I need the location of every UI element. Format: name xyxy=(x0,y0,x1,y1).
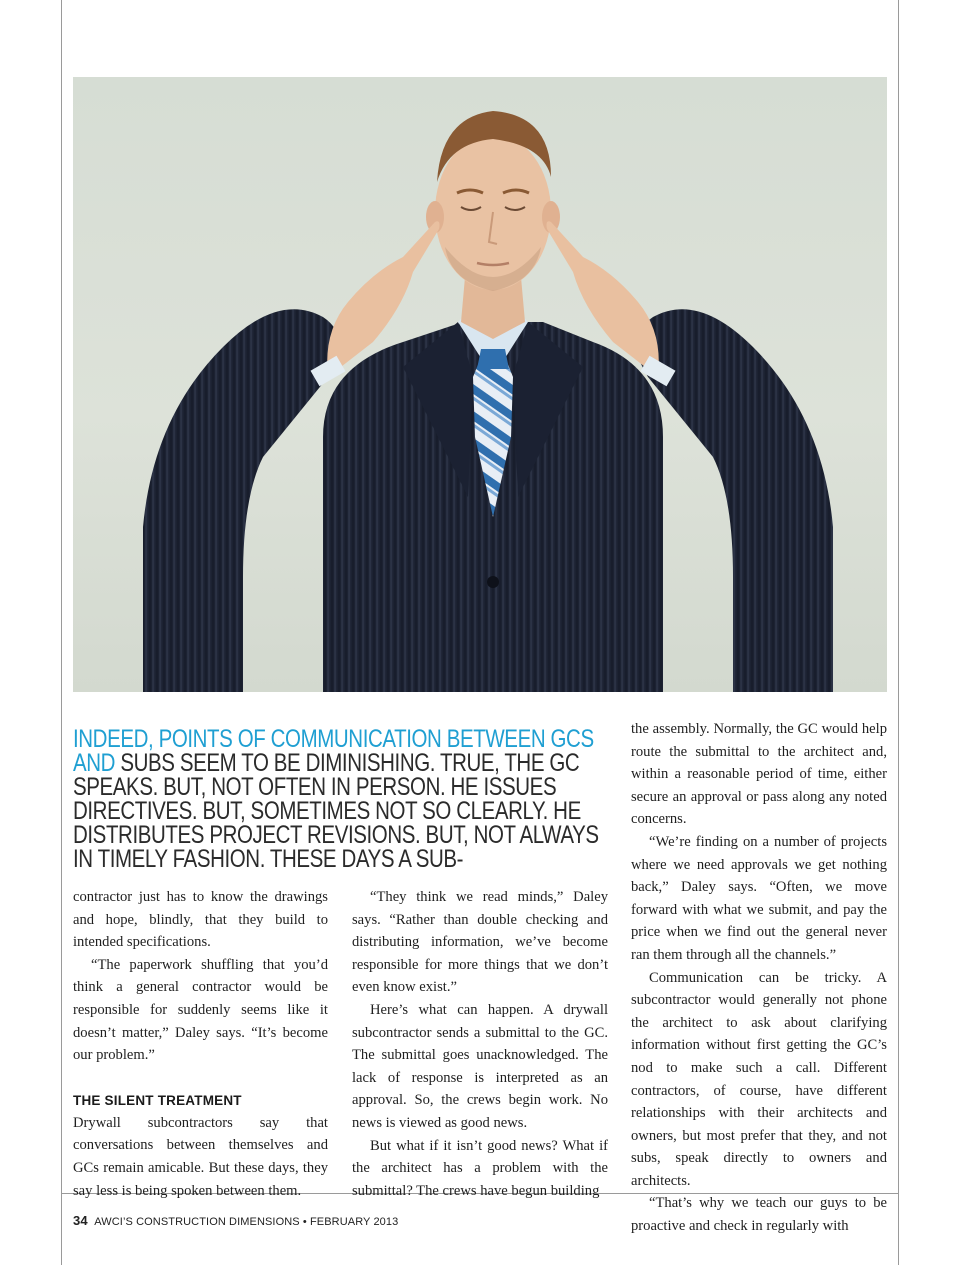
paragraph: “That’s why we teach our guys to be proactive and check in regularly with xyxy=(631,1195,887,1235)
feature-photo xyxy=(73,77,887,692)
paragraph: But what if it isn’t good news? What if the architect has a problem with the submittal? The crews have begun building xyxy=(352,1137,608,1199)
pull-quote xyxy=(73,727,614,871)
paragraph: “We’re finding on a number of projects where we need approvals we get nothing back,” Daley says. “Often, we move forward with what we submit, and pay the price when we find out the general never ran them through all the channels.” xyxy=(631,833,887,963)
section-subhead: THE SILENT TREATMENT xyxy=(73,1092,242,1108)
paragraph: “They think we read minds,” Daley says. “Rather than double checking and distributing information, we’ve become responsible for more things that we don’t even know exist.” xyxy=(352,889,608,996)
paragraph: Communication can be tricky. A subcontractor would generally not phone the architect to ask about clarifying information without first getting the GC’s nod to make such a call. Different contractors, of course, have different relationships with their architects and owners, but most prefer that they, and not subs, speak directly to owners and architects. xyxy=(631,969,887,1189)
paragraph: the assembly. Normally, the GC would help route the submittal to the architect and, within a reasonable period of time, either secure an approval or pass along any noted concerns. xyxy=(631,721,887,828)
paragraph: Here’s what can happen. A drywall subcontractor sends a submittal to the GC. The submittal goes unacknowledged. The lack of response is interpreted as an approval. So, the crews begin work. No news is viewed as good news. xyxy=(352,1001,608,1131)
publication-info: AWCI’S CONSTRUCTION DIMENSIONS • FEBRUARY 2013 xyxy=(94,1216,399,1228)
pull-quote-lead: INDEED, POINTS OF COMMUNICATION BETWEEN GCS AND xyxy=(73,725,594,777)
page-number: 34 xyxy=(73,1213,88,1228)
page-border-right xyxy=(898,0,899,1265)
man-covering-ears-illustration xyxy=(73,77,887,692)
article-column-2 xyxy=(352,886,608,1202)
paragraph: “The paperwork shuffling that you’d think a general contractor would be responsible for suddenly seems like it doesn’t matter,” Daley says. “It’s become our problem.” xyxy=(73,956,328,1064)
paragraph: contractor just has to know the drawings and hope, blindly, that they build to intended specifications. xyxy=(73,889,328,951)
article-column-3 xyxy=(631,718,887,1238)
page-footer xyxy=(73,1213,398,1228)
article-column-1 xyxy=(73,886,328,1202)
pull-quote-text: SUBS SEEM TO BE DIMINISHING. TRUE, THE GC SPEAKS. BUT, NOT OFTEN IN PERSON. HE ISSUES DIRECTIVES. BUT, SOMETIMES NOT SO CLEARLY. HE DISTRIBUTES PROJECT REVISIONS. BUT, NOT ALWAYS IN TIMELY FASHION. THESE DAYS A SUB- xyxy=(73,749,599,873)
paragraph: Drywall subcontractors say that conversations between themselves and GCs remain amicable. But these days, they say less is being spoken between them. xyxy=(73,1114,328,1199)
page-border-left xyxy=(61,0,62,1265)
